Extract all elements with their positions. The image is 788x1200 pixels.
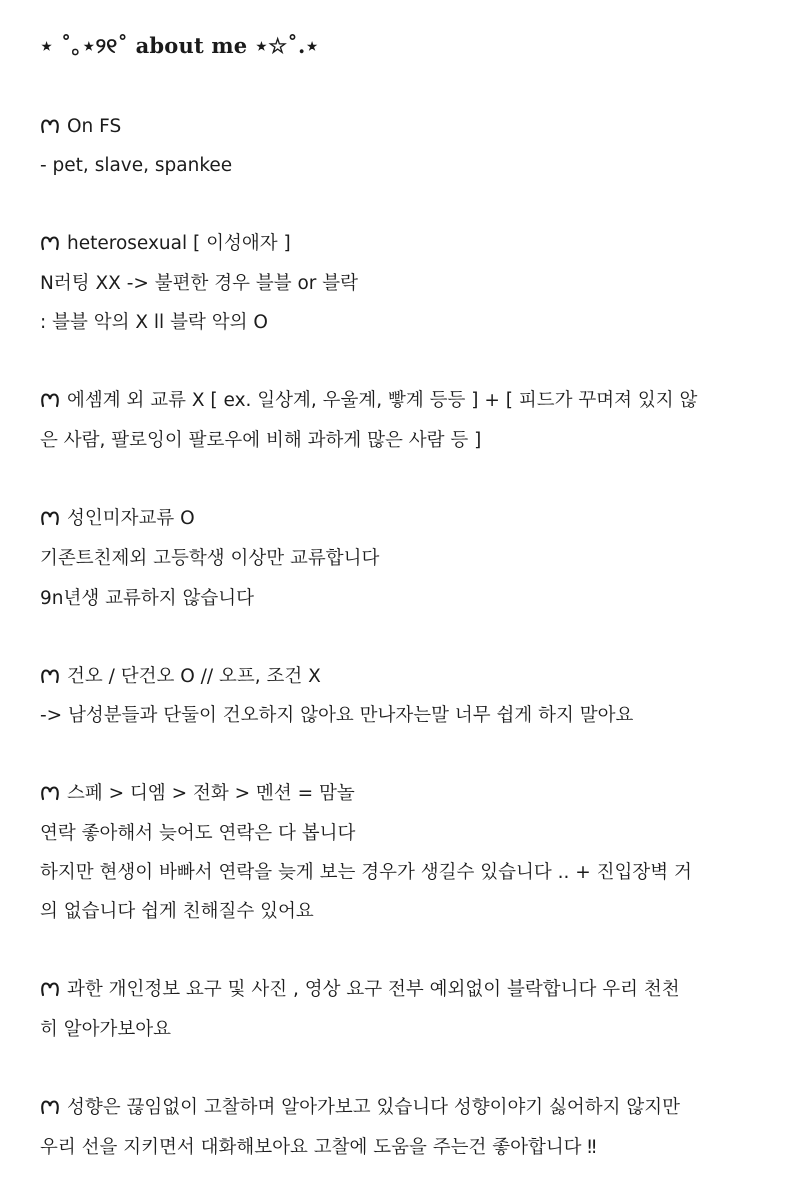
heart-bullet-icon — [40, 509, 60, 527]
section-heading-text: 성인미자교류 O — [67, 508, 195, 529]
section-heading-text: On FS — [67, 116, 122, 137]
heart-bullet-icon — [40, 667, 60, 685]
section-line: 9n년생 교류하지 않습니다 — [40, 588, 254, 609]
section-heading — [40, 1095, 680, 1121]
section-line: 연락 좋아해서 늦어도 연락은 다 봅니다 — [40, 823, 356, 844]
section-line: 은 사람, 팔로잉이 팔로우에 비해 과하게 많은 사람 등 ] — [40, 430, 482, 451]
section-heading — [40, 977, 680, 1003]
page-title: ⋆ ˚｡⋆୨୧˚ about me ⋆☆˚.⋆ — [40, 33, 319, 58]
section-heading — [40, 388, 697, 414]
heart-bullet-icon — [40, 117, 60, 135]
heart-bullet-icon — [40, 784, 60, 802]
heart-bullet-icon — [40, 1098, 60, 1116]
section-line: 의 없습니다 쉽게 친해질수 있어요 — [40, 901, 314, 922]
heart-bullet-icon — [40, 391, 60, 409]
section-heading-text: 성향은 끊임없이 고찰하며 알아가보고 있습니다 성향이야기 싫어하지 않지만 — [67, 1097, 681, 1118]
section-heading — [40, 781, 355, 807]
section-line: : 블블 악의 X ll 블락 악의 O — [40, 312, 268, 333]
section-line: - pet, slave, spankee — [40, 155, 233, 176]
section-line: -> 남성분들과 단둘이 건오하지 않아요 만나자는말 너무 쉽게 하지 말아요 — [40, 705, 634, 726]
section-heading — [40, 664, 321, 690]
section-heading — [40, 506, 195, 532]
section-line: 하지만 현생이 바빠서 연락을 늦게 보는 경우가 생길수 있습니다 .. + 진입장벽 거 — [40, 862, 692, 883]
section-line: 기존트친제외 고등학생 이상만 교류합니다 — [40, 548, 380, 569]
heart-bullet-icon — [40, 234, 60, 252]
heart-bullet-icon — [40, 980, 60, 998]
section-line: N러팅 XX -> 불편한 경우 블블 or 블락 — [40, 273, 359, 294]
section-heading-text: 건오 / 단건오 O // 오프, 조건 X — [67, 666, 321, 687]
section-line: 우리 선을 지키면서 대화해보아요 고찰에 도움을 주는건 좋아합니다 ‼ — [40, 1137, 597, 1158]
section-heading-text: 스페 > 디엠 > 전화 > 멘션 = 맘놀 — [67, 783, 355, 804]
section-heading — [40, 231, 291, 257]
section-heading-text: 에셈계 외 교류 X [ ex. 일상계, 우울계, 빻계 등등 ] + [ 피드가 꾸며져 있지 않 — [67, 390, 698, 411]
section-heading — [40, 114, 121, 140]
section-heading-text: 과한 개인정보 요구 및 사진 , 영상 요구 전부 예외없이 블락합니다 우리 천천 — [67, 979, 680, 1000]
section-line: 히 알아가보아요 — [40, 1019, 171, 1040]
section-heading-text: heterosexual [ 이성애자 ] — [67, 233, 291, 254]
